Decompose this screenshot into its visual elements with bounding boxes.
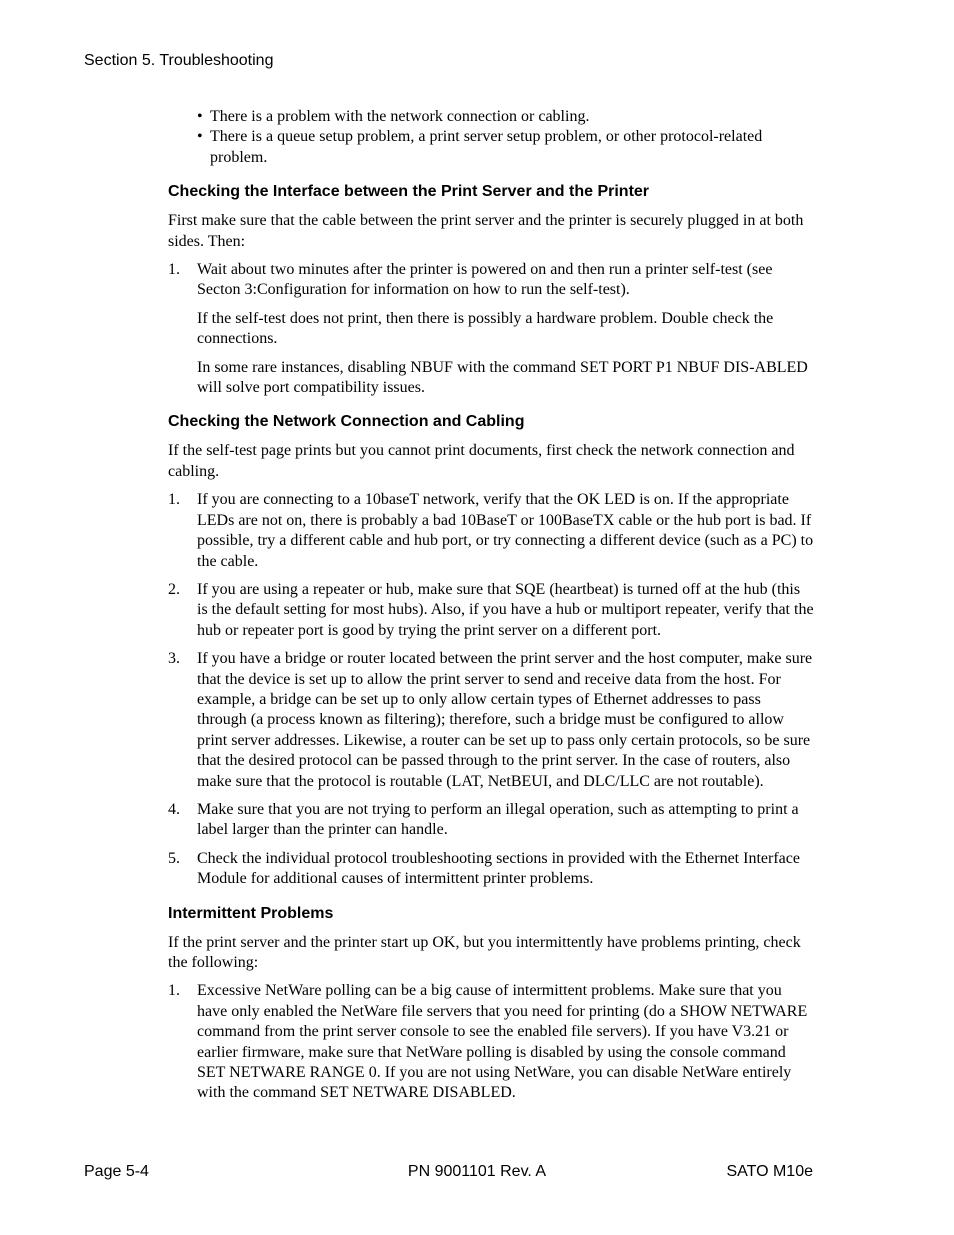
footer-page-number: Page 5-4 — [84, 1163, 149, 1180]
list-item — [168, 580, 814, 641]
list-item — [168, 649, 814, 792]
intermittent-intro: If the print server and the printer start up OK, but you intermittently have problems printing, check the following: — [168, 933, 801, 971]
item-text: If you are using a repeater or hub, make sure that SQE (heartbeat) is turned off at the hub (this is the default setting for most hubs). Also, if you have a hub or multiport repeater, verify that the hub or repeater port is good by trying the print server on a different port. — [197, 580, 814, 639]
item-number: 2. — [168, 580, 180, 598]
list-item — [168, 981, 814, 1103]
item-number: 3. — [168, 650, 180, 668]
list-item — [168, 490, 814, 572]
bullet-icon: • — [197, 108, 203, 125]
footer-product-name: SATO M10e — [726, 1163, 813, 1180]
item-text: If you have a bridge or router located between the print server and the host computer, make sure that the device is set up to allow the print server to send and receive data from the host. For example, a bridge can be set up to only allow certain types of Ethernet addresses to pass through (a process known as filtering); therefore, such a bridge must be configured to allow print server addresses. Likewise, a router can be set up to pass only certain protocols, so be sure that the desired protocol can be passed through to the print server. In the case of routers, also make sure that the protocol is routable (LAT, NetBEUI, and DLC/LLC are not routable). — [197, 650, 813, 790]
bullet-item — [168, 127, 814, 168]
item-text: Wait about two minutes after the printer is powered on and then run a printer self-test (see Secton 3:Configuration for information on how to run the self-test). — [197, 261, 773, 299]
item-number: 4. — [168, 800, 180, 818]
item-text: In some rare instances, disabling NBUF with the command SET PORT P1 NBUF DIS-ABLED will solve port compatibility issues. — [197, 358, 808, 397]
item-number: 1. — [168, 982, 180, 1000]
page-body — [168, 107, 814, 1112]
item-number: 1. — [168, 491, 180, 509]
item-number: 1. — [168, 261, 180, 279]
heading-network-check: Checking the Network Connection and Cabling — [168, 413, 525, 431]
list-item — [168, 260, 814, 398]
bullet-icon: • — [197, 128, 203, 146]
footer-part-number: PN 9001101 Rev. A — [407, 1163, 547, 1180]
heading-intermittent-problems: Intermittent Problems — [168, 904, 334, 922]
item-number: 5. — [168, 849, 180, 867]
list-item — [168, 849, 814, 890]
bullet-list — [168, 107, 814, 168]
item-text: Check the individual protocol troubleshooting sections in provided with the Ethernet Interface Module for additional causes of intermittent printer problems. — [197, 849, 800, 888]
bullet-text: There is a problem with the network connection or cabling. — [210, 108, 590, 125]
section-header: Section 5. Troubleshooting — [84, 52, 274, 69]
interface-intro: First make sure that the cable between the print server and the printer is securely plugged in at both sides. Then: — [168, 212, 804, 250]
item-text: Make sure that you are not trying to perform an illegal operation, such as attempting to print a label larger than the printer can handle. — [197, 800, 799, 839]
bullet-item — [168, 107, 814, 127]
list-item — [168, 800, 814, 841]
bullet-text: There is a queue setup problem, a print server setup problem, or other protocol-related problem. — [210, 128, 763, 166]
network-intro: If the self-test page prints but you cannot print documents, first check the network connection and cabling. — [168, 442, 795, 480]
item-text: If you are connecting to a 10baseT network, verify that the OK LED is on. If the appropriate LEDs are not on, there is probably a bad 10BaseT or 100BaseTX cable or the hub port is bad. If possible, try a different cable and hub port, or try connecting a different device (such as a PC) to the cable. — [197, 491, 814, 570]
heading-interface-check: Checking the Interface between the Print Server and the Printer — [168, 183, 650, 201]
item-text: If the self-test does not print, then there is possibly a hardware problem. Double check the connections. — [197, 309, 774, 348]
item-text: Excessive NetWare polling can be a big cause of intermittent problems. Make sure that you have only enabled the NetWare file servers that you need for printing (do a SHOW NETWARE command from the print server console to see the enabled file servers). If you have V3.21 or earlier firmware, make sure that NetWare polling is disabled by using the console command SET NETWARE RANGE 0. If you are not using NetWare, you can disable NetWare entirely with the command SET NETWARE DISABLED. — [197, 982, 808, 1102]
